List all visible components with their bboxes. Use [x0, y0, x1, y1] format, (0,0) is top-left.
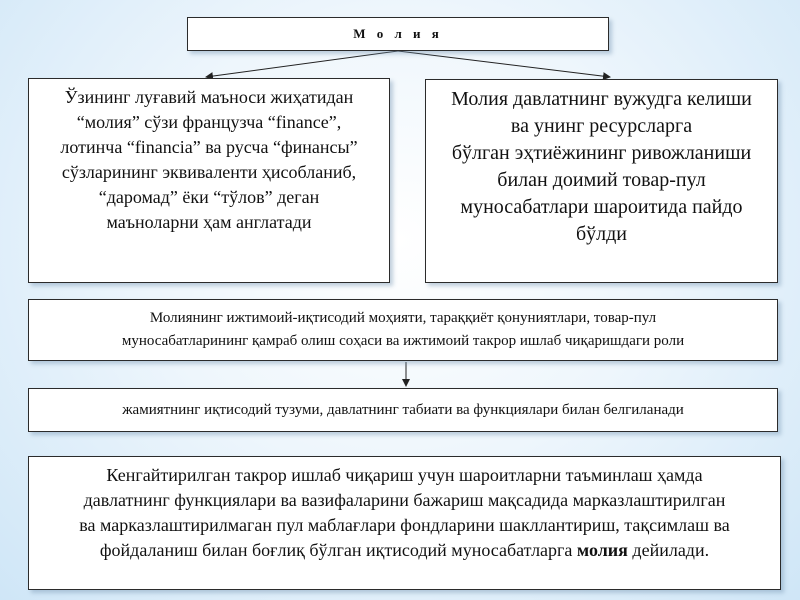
etymology-line: Ўзининг луғавий маъноси жиҳатидан: [64, 87, 354, 107]
origin-line: бўлган эҳтиёжининг ривожланиши: [451, 142, 752, 164]
arrow-to-right-box: [398, 51, 610, 77]
title-box: [187, 17, 609, 51]
determination-text: жамиятнинг иқтисодий тузуми, давлатнинг табиати ва функциялари билан белгиланади: [122, 401, 684, 418]
arrow-to-left-box: [206, 51, 398, 77]
essence-line: Молиянинг ижтимоий-иқтисодий моҳияти, тараққиёт қонуниятлари, товар-пул: [149, 310, 657, 326]
etymology-line: лотинча “financia” ва русча “финансы”: [60, 137, 358, 157]
origin-line: бўлди: [575, 223, 628, 245]
origin-box: [425, 79, 778, 283]
etymology-line: “даромад” ёки “тўлов” деган: [98, 187, 320, 207]
definition-line: Кенгайтирилган такрор ишлаб чиқариш учун шароитларни таъминлаш ҳамда: [106, 465, 703, 485]
origin-line: муносабатлари шароитида пайдо: [460, 196, 743, 218]
definition-line: ва марказлаштирилмаган пул маблағлари фондларини шакллантириш, тақсимлаш ва: [79, 515, 730, 535]
definition-line: давлатнинг функциялари ва вазифаларини бажариш мақсадида марказлаштирилган: [83, 490, 726, 510]
essence-line: муносабатларининг қамраб олиш соҳаси ва ижтимоий такрор ишлаб чиқаришдаги роли: [121, 333, 685, 349]
etymology-box: [28, 78, 390, 283]
origin-line: Молия давлатнинг вужудга келиши: [451, 88, 752, 110]
determination-box: [28, 388, 778, 432]
definition-term: молия: [576, 540, 628, 560]
diagram-title: М о л и я: [353, 26, 443, 41]
definition-last-prefix: фойдаланиш билан боғлиқ бўлган иқтисодий муносабатларга: [99, 540, 573, 560]
definition-box: [28, 456, 781, 590]
definition-last-suffix: дейилади.: [632, 540, 710, 560]
etymology-line: “молия” сўзи французча “finance”,: [76, 112, 342, 132]
origin-line: билан доимий товар-пул: [497, 169, 706, 191]
origin-line: ва унинг ресурсларга: [510, 115, 693, 137]
etymology-line: маъноларни ҳам англатади: [106, 212, 312, 232]
definition-last-line: [39, 538, 770, 563]
essence-box: [28, 299, 778, 361]
etymology-line: сўзларининг эквиваленти ҳисобланиб,: [61, 162, 357, 182]
